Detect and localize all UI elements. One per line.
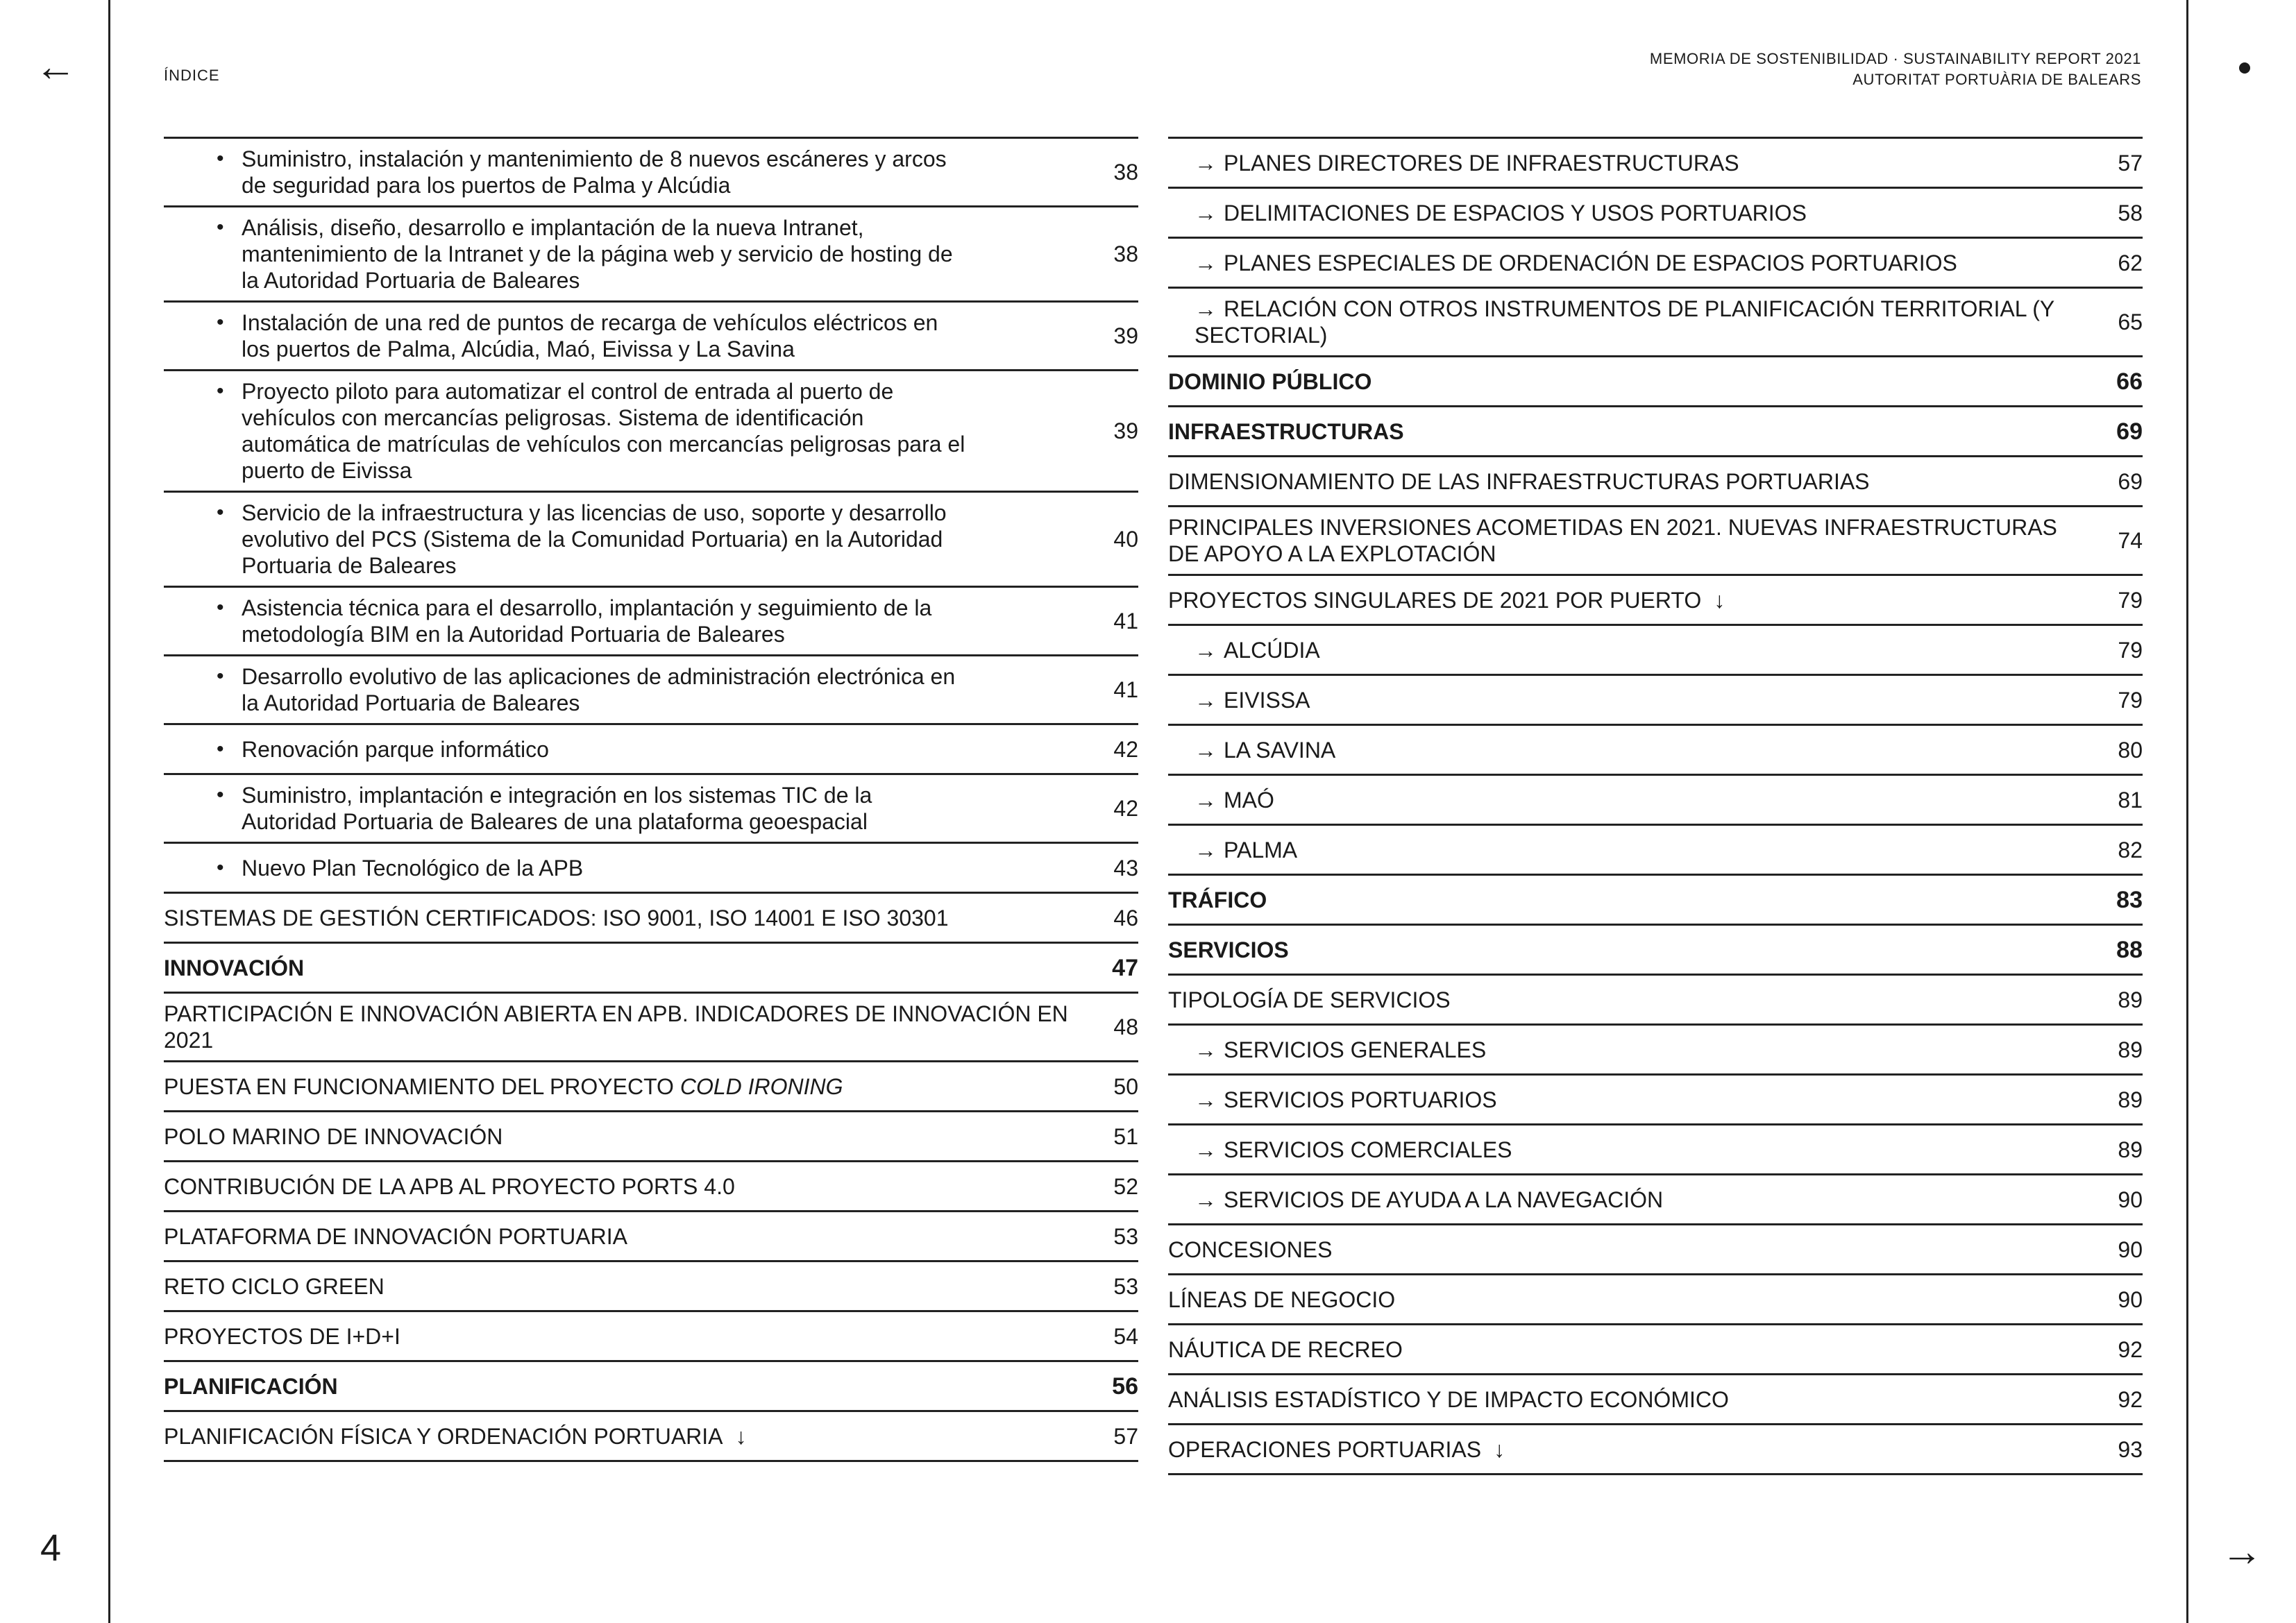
toc-entry-text: INFRAESTRUCTURAS	[1168, 418, 1404, 444]
toc-entry-title	[1168, 687, 2101, 713]
toc-entry-text: CONCESIONES	[1168, 1237, 1333, 1262]
toc-entry[interactable]	[1168, 289, 2143, 357]
toc-entry-page: 74	[2118, 528, 2143, 553]
toc-entry-text: SISTEMAS DE GESTIÓN CERTIFICADOS: ISO 9001, ISO 14001 E ISO 30301	[164, 905, 949, 931]
toc-entry[interactable]	[1168, 726, 2143, 776]
page-indicator-dot	[2239, 62, 2250, 74]
toc-entry-title	[164, 1373, 1097, 1400]
toc-entry-title	[164, 1223, 1097, 1250]
back-arrow-icon[interactable]: ←	[35, 43, 76, 90]
toc-entry[interactable]	[1168, 976, 2143, 1026]
toc-entry[interactable]	[1168, 1076, 2143, 1125]
toc-entry-text: ANÁLISIS ESTADÍSTICO Y DE IMPACTO ECONÓMICO	[1168, 1386, 1729, 1412]
arrow-right-icon: →	[1195, 250, 1217, 275]
toc-entry-title	[1168, 1087, 2101, 1113]
toc-entry-page: 39	[1113, 323, 1138, 348]
toc-entry[interactable]	[1168, 876, 2143, 926]
toc-entry-page: 56	[1112, 1373, 1138, 1400]
toc-entry-page: 89	[2118, 987, 2143, 1012]
toc-entry-page: 69	[2116, 418, 2143, 445]
toc-entry-text: RELACIÓN CON OTROS INSTRUMENTOS DE PLANIFICACIÓN TERRITORIAL (Y SECTORIAL)	[1195, 296, 2054, 348]
toc-entry-text: • Instalación de una red de puntos de recarga de vehículos eléctricos en los puertos de Palma, Alcúdia, Maó, Eivissa y La Savina	[242, 310, 938, 362]
arrow-right-icon: →	[1195, 1187, 1217, 1212]
toc-entry-title	[1168, 1237, 2101, 1263]
arrow-right-icon: →	[1195, 150, 1217, 176]
toc-entry-page: 88	[2116, 936, 2143, 963]
toc-entry-page: 48	[1113, 1014, 1138, 1039]
toc-entry-title	[164, 1323, 1097, 1350]
toc-entry-text: • Proyecto piloto para automatizar el control de entrada al puerto de vehículos con mercancías peligrosas. Sistema de identificación automática de matrículas de vehículos con mercancías peligrosas para el puerto de Eivissa	[242, 379, 965, 483]
arrow-right-icon: →	[1195, 687, 1217, 713]
toc-entry-text: PALMA	[1224, 837, 1298, 863]
toc-entry-title	[1168, 937, 2101, 963]
toc-entry-text: PROYECTOS SINGULARES DE 2021 POR PUERTO	[1168, 587, 1702, 613]
toc-entry-text: PLANIFICACIÓN	[164, 1373, 338, 1399]
toc-entry[interactable]	[164, 656, 1138, 725]
toc-entry-text: • Desarrollo evolutivo de las aplicaciones de administración electrónica en la Autoridad Portuaria de Baleares	[242, 664, 956, 715]
toc-entry-page: 58	[2118, 200, 2143, 226]
toc-entry-title	[164, 955, 1097, 981]
toc-entry-page: 66	[2116, 368, 2143, 395]
toc-entry-page: 43	[1113, 855, 1138, 881]
toc-entry-text: PLANES ESPECIALES DE ORDENACIÓN DE ESPACIOS PORTUARIOS	[1224, 250, 1957, 275]
arrow-right-icon: →	[1195, 200, 1217, 226]
toc-entry-title	[164, 1073, 1097, 1100]
toc-entry-page: 38	[1113, 160, 1138, 185]
toc-entry-title	[1168, 296, 2101, 348]
toc-entry-title	[1168, 514, 2101, 567]
toc-entry-text: POLO MARINO DE INNOVACIÓN	[164, 1123, 503, 1149]
toc-entry-text: SERVICIOS GENERALES	[1224, 1037, 1487, 1062]
toc-entry[interactable]	[164, 1062, 1138, 1112]
toc-entry[interactable]	[164, 1112, 1138, 1162]
toc-entry-page: 57	[2118, 150, 2143, 176]
toc-entry-text: NÁUTICA DE RECREO	[1168, 1336, 1403, 1362]
toc-entry[interactable]	[164, 994, 1138, 1062]
organization-name: AUTORITAT PORTUÀRIA DE BALEARS	[1852, 71, 2141, 88]
toc-entry[interactable]	[1168, 626, 2143, 676]
toc-entry-text: PROYECTOS DE I+D+I	[164, 1323, 400, 1349]
toc-entry-page: 79	[2118, 587, 2143, 613]
toc-entry-title	[1168, 837, 2101, 863]
arrow-right-icon: →	[1195, 1137, 1217, 1162]
toc-entry-title	[1168, 1286, 2101, 1313]
toc-entry[interactable]	[1168, 1425, 2143, 1475]
toc-entry-text: • Asistencia técnica para el desarrollo, implantación y seguimiento de la metodología BIM en la Autoridad Portuaria de Baleares	[242, 595, 932, 647]
toc-entry-title	[1168, 468, 2101, 495]
toc-entry-page: 53	[1113, 1273, 1138, 1299]
toc-entry-text: • Nuevo Plan Tecnológico de la APB	[242, 855, 584, 881]
toc-entry[interactable]	[1168, 776, 2143, 826]
toc-entry-page: 52	[1113, 1173, 1138, 1199]
toc-entry-text: PRINCIPALES INVERSIONES ACOMETIDAS EN 2021. NUEVAS INFRAESTRUCTURAS DE APOYO A LA EXPLOTACIÓN	[1168, 515, 2057, 566]
toc-entry-page: 54	[1113, 1323, 1138, 1349]
section-label: ÍNDICE	[164, 67, 220, 84]
toc-entry[interactable]	[1168, 407, 2143, 457]
toc-entry-title	[164, 595, 1097, 647]
toc-entry-text: MAÓ	[1224, 787, 1274, 813]
toc-entry-title	[164, 500, 1097, 579]
arrow-right-icon: →	[1195, 787, 1217, 813]
toc-entry-title	[164, 1423, 1097, 1450]
toc-entry-page: 40	[1113, 527, 1138, 552]
toc-entry[interactable]	[164, 371, 1138, 493]
toc-entry-text: DIMENSIONAMIENTO DE LAS INFRAESTRUCTURAS PORTUARIAS	[1168, 468, 1870, 494]
toc-entry[interactable]	[1168, 826, 2143, 876]
toc-entry-title	[164, 1001, 1097, 1053]
toc-entry[interactable]	[1168, 1125, 2143, 1175]
toc-entry-italic-text: COLD IRONING	[679, 1073, 843, 1099]
toc-entry-page: 47	[1112, 954, 1138, 981]
toc-entry-title	[1168, 200, 2101, 226]
right-divider-line	[2186, 0, 2188, 1623]
toc-entry-page: 90	[2118, 1237, 2143, 1262]
toc-entry-text: OPERACIONES PORTUARIAS	[1168, 1436, 1482, 1462]
toc-entry-text: SERVICIOS	[1168, 937, 1289, 962]
toc-entry[interactable]	[164, 1262, 1138, 1312]
toc-entry-text: SERVICIOS PORTUARIOS	[1224, 1087, 1497, 1112]
toc-entry[interactable]	[1168, 926, 2143, 976]
arrow-right-icon: →	[1195, 1087, 1217, 1112]
toc-entry[interactable]	[164, 303, 1138, 371]
toc-entry-title	[1168, 250, 2101, 276]
toc-entry-text: TIPOLOGÍA DE SERVICIOS	[1168, 987, 1451, 1012]
toc-entry[interactable]	[164, 1362, 1138, 1412]
arrow-down-icon: ↓	[735, 1423, 747, 1449]
toc-entry[interactable]	[164, 1212, 1138, 1262]
arrow-right-icon: →	[1195, 1037, 1217, 1062]
toc-entry-page: 90	[2118, 1187, 2143, 1212]
toc-entry-title	[164, 1123, 1097, 1150]
toc-entry[interactable]	[1168, 1175, 2143, 1225]
toc-entry-text: TRÁFICO	[1168, 887, 1267, 912]
toc-entry-title	[164, 855, 1097, 881]
toc-entry-page: 42	[1113, 736, 1138, 762]
toc-entry-title	[164, 1173, 1097, 1200]
toc-entry-title	[1168, 1436, 2101, 1463]
toc-entry-title	[1168, 1037, 2101, 1063]
toc-entry-page: 50	[1113, 1073, 1138, 1099]
toc-entry-page: 38	[1113, 241, 1138, 266]
toc-entry-page: 93	[2118, 1436, 2143, 1462]
toc-entry-title	[164, 736, 1097, 763]
toc-entry-title	[1168, 368, 2101, 395]
toc-entry-text: PLANIFICACIÓN FÍSICA Y ORDENACIÓN PORTUARIA	[164, 1423, 723, 1449]
toc-entry-title	[164, 782, 1097, 835]
toc-entry[interactable]	[1168, 1275, 2143, 1325]
toc-entry-title	[164, 663, 1097, 716]
toc-entry-text: • Renovación parque informático	[242, 736, 549, 762]
toc-entry-page: 41	[1113, 677, 1138, 702]
toc-entry-title	[164, 309, 1097, 362]
toc-entry-text: LÍNEAS DE NEGOCIO	[1168, 1286, 1396, 1312]
toc-entry-page: 92	[2118, 1386, 2143, 1412]
toc-entry-text: PARTICIPACIÓN E INNOVACIÓN ABIERTA EN APB. INDICADORES DE INNOVACIÓN EN 2021	[164, 1001, 1068, 1053]
toc-entry[interactable]	[1168, 507, 2143, 576]
toc-entry-text: DOMINIO PÚBLICO	[1168, 368, 1372, 394]
toc-entry[interactable]	[1168, 1375, 2143, 1425]
toc-entry-text: SERVICIOS COMERCIALES	[1224, 1137, 1512, 1162]
toc-entry[interactable]	[164, 139, 1138, 207]
toc-entry[interactable]	[1168, 139, 2143, 189]
next-arrow-icon[interactable]: →	[2221, 1528, 2263, 1574]
toc-entry-title	[1168, 737, 2101, 763]
toc-entry-text: ALCÚDIA	[1224, 637, 1320, 663]
toc-entry-title	[1168, 1336, 2101, 1363]
left-divider-line	[108, 0, 110, 1623]
toc-column-left	[164, 137, 1138, 1462]
arrow-right-icon: →	[1195, 296, 1217, 321]
arrow-right-icon: →	[1195, 737, 1217, 763]
toc-entry-text: PLATAFORMA DE INNOVACIÓN PORTUARIA	[164, 1223, 627, 1249]
report-header	[1650, 49, 2141, 90]
toc-entry-title	[1168, 587, 2101, 613]
toc-entry-page: 57	[1113, 1423, 1138, 1449]
arrow-down-icon: ↓	[1494, 1436, 1505, 1462]
toc-entry-page: 65	[2118, 309, 2143, 334]
toc-entry-page: 51	[1113, 1123, 1138, 1149]
toc-entry-text: RETO CICLO GREEN	[164, 1273, 385, 1299]
toc-entry-text: CONTRIBUCIÓN DE LA APB AL PROYECTO PORTS 4.0	[164, 1173, 735, 1199]
toc-entry-page: 46	[1113, 905, 1138, 931]
toc-entry-page: 41	[1113, 609, 1138, 634]
toc-entry-title	[164, 1273, 1097, 1300]
arrow-right-icon: →	[1195, 637, 1217, 663]
toc-column-right	[1168, 137, 2143, 1475]
toc-entry[interactable]	[164, 1312, 1138, 1362]
toc-entry-page: 81	[2118, 787, 2143, 813]
toc-entry-page: 79	[2118, 687, 2143, 713]
toc-entry[interactable]	[164, 493, 1138, 588]
toc-entry[interactable]	[164, 588, 1138, 656]
toc-entry-text: • Suministro, implantación e integración en los sistemas TIC de la Autoridad Portuaria de Baleares de una plataforma geoespacial	[242, 783, 872, 834]
report-title: MEMORIA DE SOSTENIBILIDAD · SUSTAINABILITY REPORT 2021	[1649, 50, 2141, 67]
toc-entry-title	[164, 214, 1097, 294]
toc-entry-title	[1168, 150, 2101, 176]
toc-entry[interactable]	[164, 844, 1138, 894]
toc-entry-title	[1168, 1386, 2101, 1413]
toc-entry[interactable]	[1168, 1026, 2143, 1076]
toc-entry-text: • Servicio de la infraestructura y las licencias de uso, soporte y desarrollo evolutivo del PCS (Sistema de la Comunidad Portuaria) en la Autoridad Portuaria de Baleares	[242, 500, 947, 578]
toc-entry[interactable]	[1168, 239, 2143, 289]
toc-entry-title	[1168, 418, 2101, 445]
toc-entry[interactable]	[164, 894, 1138, 944]
toc-entry[interactable]	[164, 725, 1138, 775]
toc-entry-text: PUESTA EN FUNCIONAMIENTO DEL PROYECTO	[164, 1073, 680, 1099]
toc-entry-title	[1168, 637, 2101, 663]
toc-entry-page: 53	[1113, 1223, 1138, 1249]
toc-entry-page: 83	[2116, 886, 2143, 913]
toc-entry[interactable]	[1168, 189, 2143, 239]
toc-entry-text: • Suministro, instalación y mantenimiento de 8 nuevos escáneres y arcos de seguridad para los puertos de Palma y Alcúdia	[242, 146, 947, 198]
toc-entry-page: 89	[2118, 1137, 2143, 1162]
arrow-down-icon: ↓	[1714, 587, 1725, 613]
toc-entry[interactable]	[164, 1412, 1138, 1462]
page-number: 4	[40, 1527, 62, 1569]
toc-entry-page: 89	[2118, 1087, 2143, 1112]
toc-entry-text: INNOVACIÓN	[164, 955, 305, 980]
toc-entry-page: 90	[2118, 1286, 2143, 1312]
toc-entry[interactable]	[1168, 357, 2143, 407]
toc-entry-title	[1168, 887, 2101, 913]
toc-entry-page: 69	[2118, 468, 2143, 494]
arrow-right-icon: →	[1195, 837, 1217, 863]
toc-entry-page: 79	[2118, 637, 2143, 663]
toc-entry[interactable]	[1168, 576, 2143, 626]
toc-entry-title	[1168, 987, 2101, 1013]
toc-entry[interactable]	[164, 207, 1138, 303]
toc-entry-title	[1168, 1187, 2101, 1213]
toc-entry[interactable]	[1168, 457, 2143, 507]
toc-entry-text: SERVICIOS DE AYUDA A LA NAVEGACIÓN	[1224, 1187, 1664, 1212]
toc-entry-page: 89	[2118, 1037, 2143, 1062]
toc-entry-text: DELIMITACIONES DE ESPACIOS Y USOS PORTUARIOS	[1224, 200, 1807, 226]
toc-entry-title	[1168, 787, 2101, 813]
toc-entry[interactable]	[1168, 1225, 2143, 1275]
toc-entry-title	[164, 146, 1097, 198]
toc-entry-text: EIVISSA	[1224, 687, 1310, 713]
toc-entry[interactable]	[1168, 1325, 2143, 1375]
toc-entry-title	[164, 905, 1097, 931]
toc-entry-page: 82	[2118, 837, 2143, 863]
toc-entry-text: PLANES DIRECTORES DE INFRAESTRUCTURAS	[1224, 150, 1739, 176]
toc-entry-title	[164, 378, 1097, 484]
toc-entry-title	[1168, 1137, 2101, 1163]
toc-entry[interactable]	[164, 775, 1138, 844]
toc-entry-page: 92	[2118, 1336, 2143, 1362]
toc-entry-page: 39	[1113, 418, 1138, 443]
toc-entry[interactable]	[164, 1162, 1138, 1212]
toc-entry-page: 42	[1113, 796, 1138, 821]
toc-entry-text: LA SAVINA	[1224, 737, 1336, 763]
toc-entry[interactable]	[164, 944, 1138, 994]
toc-entry-page: 62	[2118, 250, 2143, 275]
toc-entry-page: 80	[2118, 737, 2143, 763]
toc-entry-text: • Análisis, diseño, desarrollo e implantación de la nueva Intranet, mantenimiento de la Intranet y de la página web y servicio de hosting de la Autoridad Portuaria de Baleares	[242, 215, 953, 293]
toc-entry[interactable]	[1168, 676, 2143, 726]
